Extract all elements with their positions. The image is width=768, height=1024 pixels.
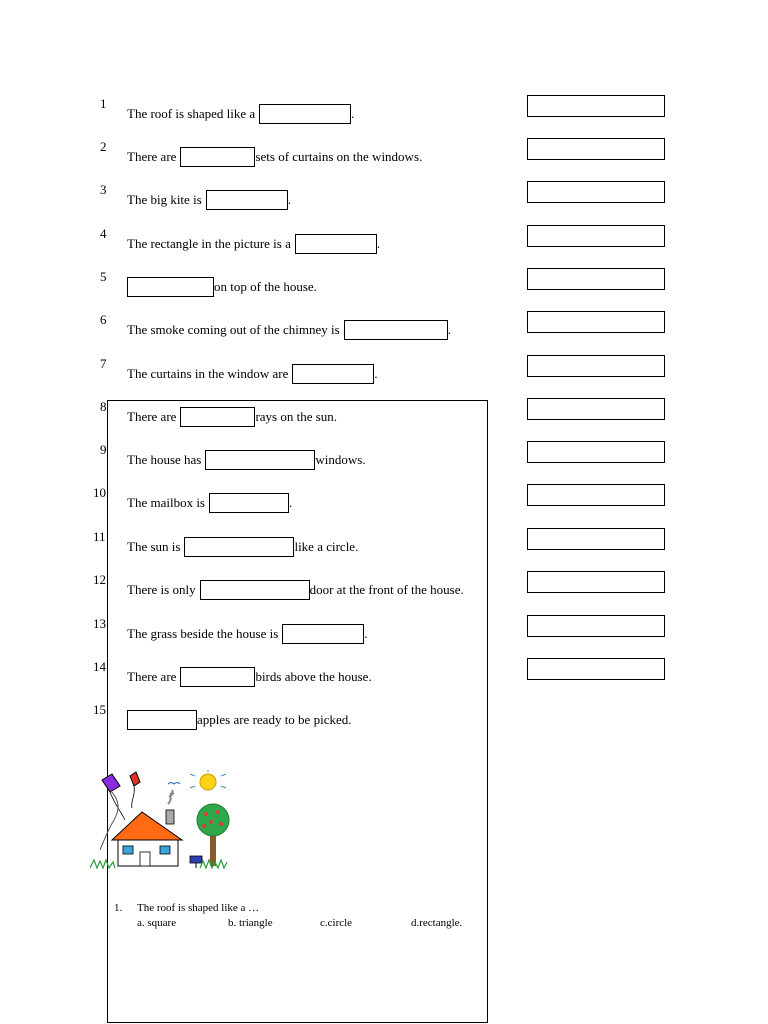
chimney bbox=[166, 810, 174, 824]
fill-in-blank[interactable] bbox=[292, 364, 374, 384]
question-text-before: There are bbox=[127, 669, 177, 684]
question-row bbox=[127, 234, 380, 252]
question-text-before: The rectangle in the picture is a bbox=[127, 236, 291, 251]
answer-box[interactable] bbox=[527, 268, 665, 290]
mc-question-text: The roof is shaped like a … bbox=[137, 902, 260, 914]
big-kite bbox=[102, 774, 120, 792]
answer-box[interactable] bbox=[527, 571, 665, 593]
mailbox bbox=[190, 856, 202, 863]
question-number: 12 bbox=[93, 572, 106, 587]
question-text-before: The roof is shaped like a bbox=[127, 106, 256, 121]
question-number: 15 bbox=[93, 702, 106, 717]
question-text-after: . bbox=[351, 106, 355, 121]
question-row bbox=[127, 190, 291, 208]
fill-in-blank[interactable] bbox=[295, 234, 377, 254]
tree-outline bbox=[100, 790, 118, 850]
answer-box[interactable] bbox=[527, 95, 665, 117]
question-text-before: The curtains in the window are bbox=[127, 366, 289, 381]
fill-in-blank[interactable] bbox=[259, 104, 351, 124]
question-text-before: The big kite is bbox=[127, 192, 202, 207]
question-row bbox=[127, 277, 317, 295]
question-text-after: . bbox=[447, 322, 451, 337]
fill-in-blank[interactable] bbox=[344, 320, 448, 340]
answer-box[interactable] bbox=[527, 138, 665, 160]
question-number: 10 bbox=[93, 485, 106, 500]
question-row bbox=[127, 320, 451, 338]
answer-box[interactable] bbox=[527, 441, 665, 463]
question-text-before: The sun is bbox=[127, 539, 181, 554]
question-number: 11 bbox=[93, 529, 106, 544]
fill-in-blank[interactable] bbox=[127, 277, 214, 297]
answer-box[interactable] bbox=[527, 615, 665, 637]
question-text-after: door at the front of the house. bbox=[309, 582, 464, 597]
mc-option-c[interactable]: c.circle bbox=[320, 917, 353, 929]
window-right bbox=[160, 846, 170, 854]
question-text-after: birds above the house. bbox=[255, 669, 372, 684]
small-kite bbox=[130, 772, 140, 786]
question-text-after: . bbox=[364, 626, 368, 641]
question-text-after: rays on the sun. bbox=[255, 409, 338, 424]
question-text-after: windows. bbox=[315, 452, 366, 467]
mc-question bbox=[114, 902, 259, 914]
mc-option-a[interactable]: a. square bbox=[137, 917, 177, 929]
picture-frame bbox=[107, 400, 488, 1023]
fill-in-blank[interactable] bbox=[206, 190, 288, 210]
question-text-before: The grass beside the house is bbox=[127, 626, 279, 641]
kite-string bbox=[110, 792, 125, 820]
answer-box[interactable] bbox=[527, 311, 665, 333]
question-number: 4 bbox=[100, 226, 107, 241]
answer-box[interactable] bbox=[527, 355, 665, 377]
question-number: 2 bbox=[100, 139, 107, 154]
answer-box[interactable] bbox=[527, 658, 665, 680]
mc-number: 1. bbox=[114, 902, 123, 914]
question-text-before: The smoke coming out of the chimney is bbox=[127, 322, 340, 337]
tree-top bbox=[197, 804, 229, 836]
question-text-after: . bbox=[287, 192, 291, 207]
question-text-after: apples are ready to be picked. bbox=[197, 712, 352, 727]
question-number: 3 bbox=[100, 182, 107, 197]
house-picture bbox=[90, 770, 235, 870]
answer-box[interactable] bbox=[527, 484, 665, 506]
fill-in-blank[interactable] bbox=[180, 147, 255, 167]
question-text-after: on top of the house. bbox=[214, 279, 317, 294]
question-number: 5 bbox=[100, 269, 107, 284]
question-row bbox=[127, 104, 354, 122]
question-number: 8 bbox=[100, 399, 107, 414]
grass bbox=[90, 860, 115, 868]
answer-box[interactable] bbox=[527, 398, 665, 420]
question-text-after: like a circle. bbox=[294, 539, 359, 554]
question-text-before: There are bbox=[127, 149, 177, 164]
answer-box[interactable] bbox=[527, 225, 665, 247]
window-left bbox=[123, 846, 133, 854]
smoke bbox=[168, 790, 173, 804]
answer-box[interactable] bbox=[527, 181, 665, 203]
question-text-before: The mailbox is bbox=[127, 495, 205, 510]
question-text-after: . bbox=[289, 495, 293, 510]
question-number: 1 bbox=[100, 96, 107, 111]
mc-option-d[interactable]: d.rectangle. bbox=[411, 917, 463, 929]
answer-box[interactable] bbox=[527, 528, 665, 550]
question-text-after: . bbox=[374, 366, 378, 381]
question-text-after: . bbox=[376, 236, 381, 251]
question-number: 13 bbox=[93, 616, 106, 631]
sun bbox=[200, 774, 216, 790]
bird bbox=[168, 783, 180, 785]
question-text-before: There are bbox=[127, 409, 177, 424]
question-number: 14 bbox=[93, 659, 106, 674]
question-text-before: The house has bbox=[127, 452, 202, 467]
question-row bbox=[127, 364, 378, 382]
question-number: 6 bbox=[100, 312, 107, 327]
question-text-before: There is only bbox=[127, 582, 196, 597]
question-text-after: sets of curtains on the windows. bbox=[255, 149, 423, 164]
question-row bbox=[127, 147, 422, 165]
question-number: 9 bbox=[100, 442, 107, 457]
question-number: 7 bbox=[100, 356, 107, 371]
mc-option-b[interactable]: b. triangle bbox=[228, 917, 273, 929]
door bbox=[140, 852, 150, 866]
